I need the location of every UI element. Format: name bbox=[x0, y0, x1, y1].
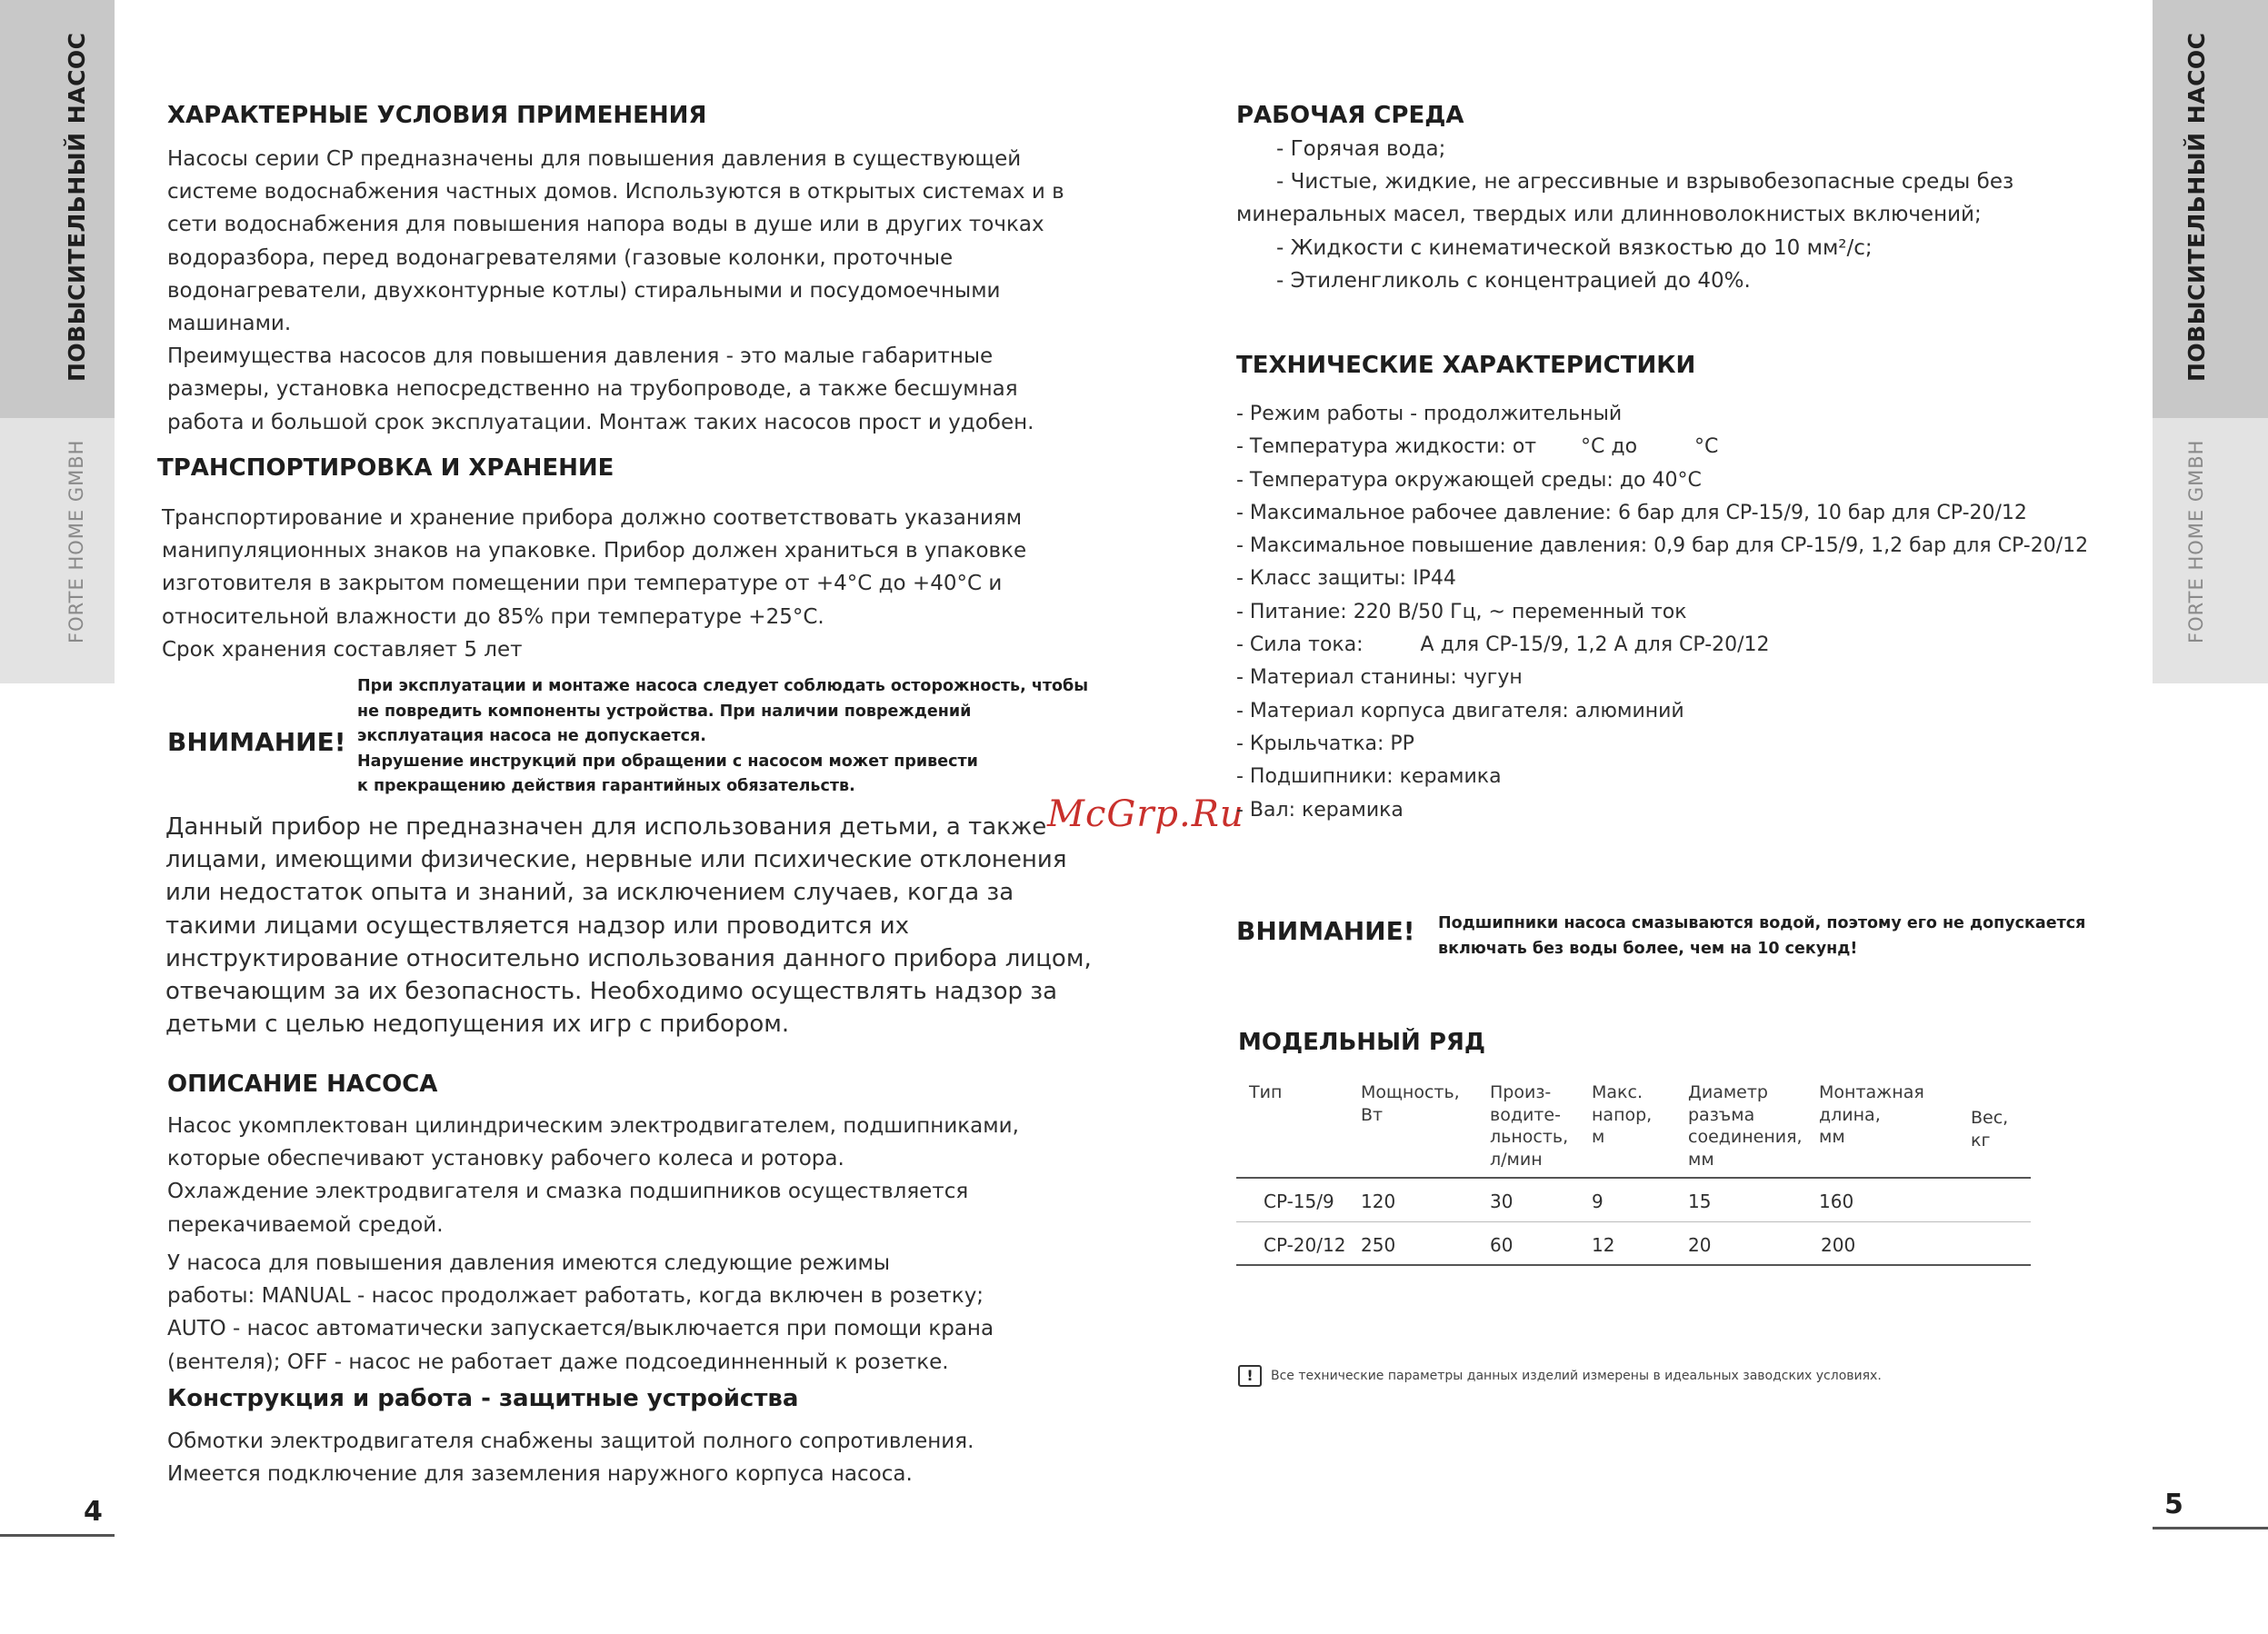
table-bottom-rule bbox=[1236, 1264, 2031, 1266]
text-line: - Жидкости с кинематической вязкостью до 10 мм²/с; bbox=[1276, 235, 1873, 260]
text-line: водонагреватели, двухконтурные котлы) стиральными и посудомоечными bbox=[167, 278, 1001, 303]
page-number-left-rule bbox=[0, 1534, 115, 1537]
text-line: - Чистые, жидкие, не агрессивные и взрывобезопасные среды без bbox=[1276, 170, 2014, 194]
right-warning-title: ВНИМАНИЕ! bbox=[1236, 916, 1415, 946]
text-line: эксплуатация насоса не допускается. bbox=[357, 727, 706, 745]
right-sidebar-section-tab bbox=[2153, 0, 2268, 418]
left-warning-title: ВНИМАНИЕ! bbox=[167, 727, 346, 757]
table-cell-diameter: 20 bbox=[1688, 1234, 1712, 1256]
table-cell-head: 9 bbox=[1592, 1191, 1604, 1212]
text-line: Подшипники насоса смазываются водой, поэтому его не допускается bbox=[1438, 914, 2086, 932]
text-line: Насос укомплектован цилиндрическим электродвигателем, подшипниками, bbox=[167, 1114, 1019, 1138]
page-number-right-rule bbox=[2153, 1527, 2268, 1529]
text-line: системе водоснабжения частных домов. Используются в открытых системах и в bbox=[167, 180, 1064, 204]
footnote-text: Все технические параметры данных изделий измерены в идеальных заводских условиях. bbox=[1271, 1369, 1882, 1383]
text-line: такими лицами осуществляется надзор или проводится их bbox=[165, 912, 910, 940]
spec-line: - Подшипники: керамика bbox=[1236, 765, 1502, 789]
table-cell-power: 120 bbox=[1361, 1191, 1396, 1212]
text-line: сети водоснабжения для повышения напора воды в душе или в других точках bbox=[167, 213, 1044, 237]
description-heading: ОПИСАНИЕ НАСОСА bbox=[167, 1071, 438, 1098]
table-header-type: Тип bbox=[1249, 1082, 1283, 1102]
table-header-length: Монтажная длина, мм bbox=[1819, 1082, 1924, 1147]
text-line: работы: MANUAL - насос продолжает работать, когда включен в розетку; bbox=[167, 1284, 984, 1309]
spec-line: - Класс защиты: IP44 bbox=[1236, 567, 1456, 591]
text-line: минеральных масел, твердых или длинноволокнистых включений; bbox=[1236, 203, 1982, 227]
table-cell-flow: 30 bbox=[1490, 1191, 1514, 1212]
left-sidebar-section-label: ПОВЫСИТЕЛЬНЫЙ НАСОС bbox=[64, 32, 90, 382]
protection-heading: Конструкция и работа - защитные устройства bbox=[167, 1385, 799, 1412]
spec-line: - Температура жидкости: от °С до °С bbox=[1236, 435, 1719, 459]
table-header-power: Мощность, Вт bbox=[1361, 1082, 1460, 1125]
usage-paragraph bbox=[167, 143, 1064, 439]
text-line: AUTO - насос автоматически запускается/выключается при помощи крана bbox=[167, 1317, 994, 1341]
table-cell-type: CP-15/9 bbox=[1264, 1191, 1334, 1212]
right-sidebar-section-label: ПОВЫСИТЕЛЬНЫЙ НАСОС bbox=[2183, 32, 2210, 382]
text-line: - Горячая вода; bbox=[1276, 137, 1446, 161]
spec-line: - Сила тока: А для CP-15/9, 1,2 А для CP-20/12 bbox=[1236, 633, 1770, 657]
watermark: McGrp.Ru bbox=[1047, 793, 1244, 835]
text-line: При эксплуатации и монтаже насоса следует соблюдать осторожность, чтобы bbox=[357, 677, 1089, 695]
exclamation-icon: ! bbox=[1238, 1365, 1262, 1387]
description-paragraph-a bbox=[167, 1110, 1019, 1241]
text-line: лицами, имеющими физические, нервные или психические отклонения bbox=[165, 846, 1067, 874]
transport-heading: ТРАНСПОРТИРОВКА И ХРАНЕНИЕ bbox=[157, 454, 614, 482]
text-line: к прекращению действия гарантийных обязательств. bbox=[357, 777, 855, 795]
table-header-rule bbox=[1236, 1177, 2031, 1179]
table-header-diameter: Диаметр разъма соединения, мм bbox=[1688, 1082, 1803, 1170]
spec-line: - Максимальное повышение давления: 0,9 бар для CP-15/9, 1,2 бар для CP-20/12 bbox=[1236, 534, 2089, 558]
table-header-weight: Вес, кг bbox=[1971, 1108, 2009, 1151]
usage-heading: ХАРАКТЕРНЫЕ УСЛОВИЯ ПРИМЕНЕНИЯ bbox=[167, 102, 707, 129]
text-line: работа и большой срок эксплуатации. Монтаж таких насосов прост и удобен. bbox=[167, 410, 1034, 434]
medium-heading: РАБОЧАЯ СРЕДА bbox=[1236, 102, 1464, 129]
text-line: Охлаждение электродвигателя и смазка подшипников осуществляется bbox=[167, 1180, 969, 1204]
right-sidebar-brand-label: FORTE HOME GMBH bbox=[2185, 439, 2207, 643]
spec-line: - Материал корпуса двигателя: алюминий bbox=[1236, 699, 1684, 722]
table-cell-head: 12 bbox=[1592, 1234, 1615, 1256]
spec-line: - Максимальное рабочее давление: 6 бар для CP-15/9, 10 бар для CP-20/12 bbox=[1236, 501, 2027, 524]
description-paragraph-b bbox=[167, 1247, 994, 1379]
table-header-flow: Произ- водите- льность, л/мин bbox=[1490, 1082, 1569, 1170]
right-warning-text bbox=[1438, 912, 2085, 961]
spec-line: - Материал станины: чугун bbox=[1236, 666, 1523, 690]
table-cell-type: CP-20/12 bbox=[1264, 1234, 1346, 1256]
spec-line: - Температура окружающей среды: до 40°С bbox=[1236, 468, 1702, 492]
protection-paragraph bbox=[167, 1425, 974, 1490]
text-line: которые обеспечивают установку рабочего колеса и ротора. bbox=[167, 1147, 844, 1171]
text-line: включать без воды более, чем на 10 секунд! bbox=[1438, 939, 1858, 958]
text-line: водоразбора, перед водонагревателями (газовые колонки, проточные bbox=[167, 245, 954, 270]
table-cell-length: 200 bbox=[1821, 1234, 1856, 1256]
text-line: перекачиваемой средой. bbox=[167, 1212, 444, 1237]
text-line: У насоса для повышения давления имеются следующие режимы bbox=[167, 1251, 891, 1275]
left-sidebar-brand-label: FORTE HOME GMBH bbox=[65, 439, 87, 643]
text-line: не повредить компоненты устройства. При наличии повреждений bbox=[357, 702, 972, 721]
text-line: Обмотки электродвигателя снабжены защитой полного сопротивления. bbox=[167, 1430, 974, 1453]
table-header-head: Макс. напор, м bbox=[1592, 1082, 1653, 1147]
text-line: Имеется подключение для заземления наружного корпуса насоса. bbox=[167, 1462, 913, 1487]
table-cell-power: 250 bbox=[1361, 1234, 1396, 1256]
spec-line: - Режим работы - продолжительный bbox=[1236, 403, 1623, 425]
spec-line: - Крыльчатка: PP bbox=[1236, 732, 1414, 755]
medium-list bbox=[1236, 133, 2013, 297]
table-row-rule bbox=[1236, 1221, 2031, 1222]
text-line: размеры, установка непосредственно на трубопроводе, а также бесшумная bbox=[167, 377, 1018, 402]
text-line: или недостаток опыта и знаний, за исключением случаев, когда за bbox=[165, 879, 1014, 907]
left-sidebar-section-tab bbox=[0, 0, 115, 418]
models-heading: МОДЕЛЬНЫЙ РЯД bbox=[1238, 1029, 1486, 1056]
text-line: Транспортирование и хранение прибора должно соответствовать указаниям bbox=[162, 506, 1023, 530]
page-number-left: 4 bbox=[84, 1496, 103, 1528]
transport-paragraph bbox=[162, 502, 1026, 666]
left-sidebar-brand-tab bbox=[0, 418, 115, 683]
text-line: Насосы серии СР предназначены для повышения давления в существующей bbox=[167, 147, 1022, 171]
text-line: Данный прибор не предназначен для использования детьми, а также bbox=[165, 813, 1047, 841]
text-line: детьми с целью недопущения их игр с прибором. bbox=[165, 1011, 790, 1039]
text-line: (вентеля); OFF - насос не работает даже подсоединненный к розетке. bbox=[167, 1350, 949, 1374]
text-line: инструктирование относительно использования данного прибора лицом, bbox=[165, 944, 1092, 972]
children-notice bbox=[165, 811, 1092, 1041]
text-line: изготовителя в закрытом помещении при температуре от +4°С до +40°С и bbox=[162, 572, 1003, 596]
specs-heading: ТЕХНИЧЕСКИЕ ХАРАКТЕРИСТИКИ bbox=[1236, 352, 1696, 379]
text-line: - Этиленгликоль с концентрацией до 40%. bbox=[1276, 268, 1751, 293]
table-cell-length: 160 bbox=[1819, 1191, 1854, 1212]
spec-line: - Вал: керамика bbox=[1236, 798, 1404, 822]
right-sidebar-brand-tab bbox=[2153, 418, 2268, 683]
left-warning-text bbox=[357, 674, 1088, 800]
text-line: манипуляционных знаков на упаковке. Прибор должен храниться в упаковке bbox=[162, 539, 1027, 563]
text-line: Нарушение инструкций при обращении с насосом может привести bbox=[357, 752, 978, 771]
text-line: Срок хранения составляет 5 лет bbox=[162, 637, 523, 662]
text-line: относительной влажности до 85% при температуре +25°С. bbox=[162, 604, 824, 629]
specs-list bbox=[1236, 398, 2088, 827]
table-cell-diameter: 15 bbox=[1688, 1191, 1712, 1212]
spec-line: - Питание: 220 В/50 Гц, ~ переменный ток bbox=[1236, 600, 1687, 623]
table-cell-flow: 60 bbox=[1490, 1234, 1514, 1256]
text-line: отвечающим за их безопасность. Необходимо осуществлять надзор за bbox=[165, 978, 1058, 1006]
page-number-right: 5 bbox=[2164, 1489, 2183, 1520]
text-line: Преимущества насосов для повышения давления - это малые габаритные bbox=[167, 344, 994, 369]
text-line: машинами. bbox=[167, 312, 292, 336]
